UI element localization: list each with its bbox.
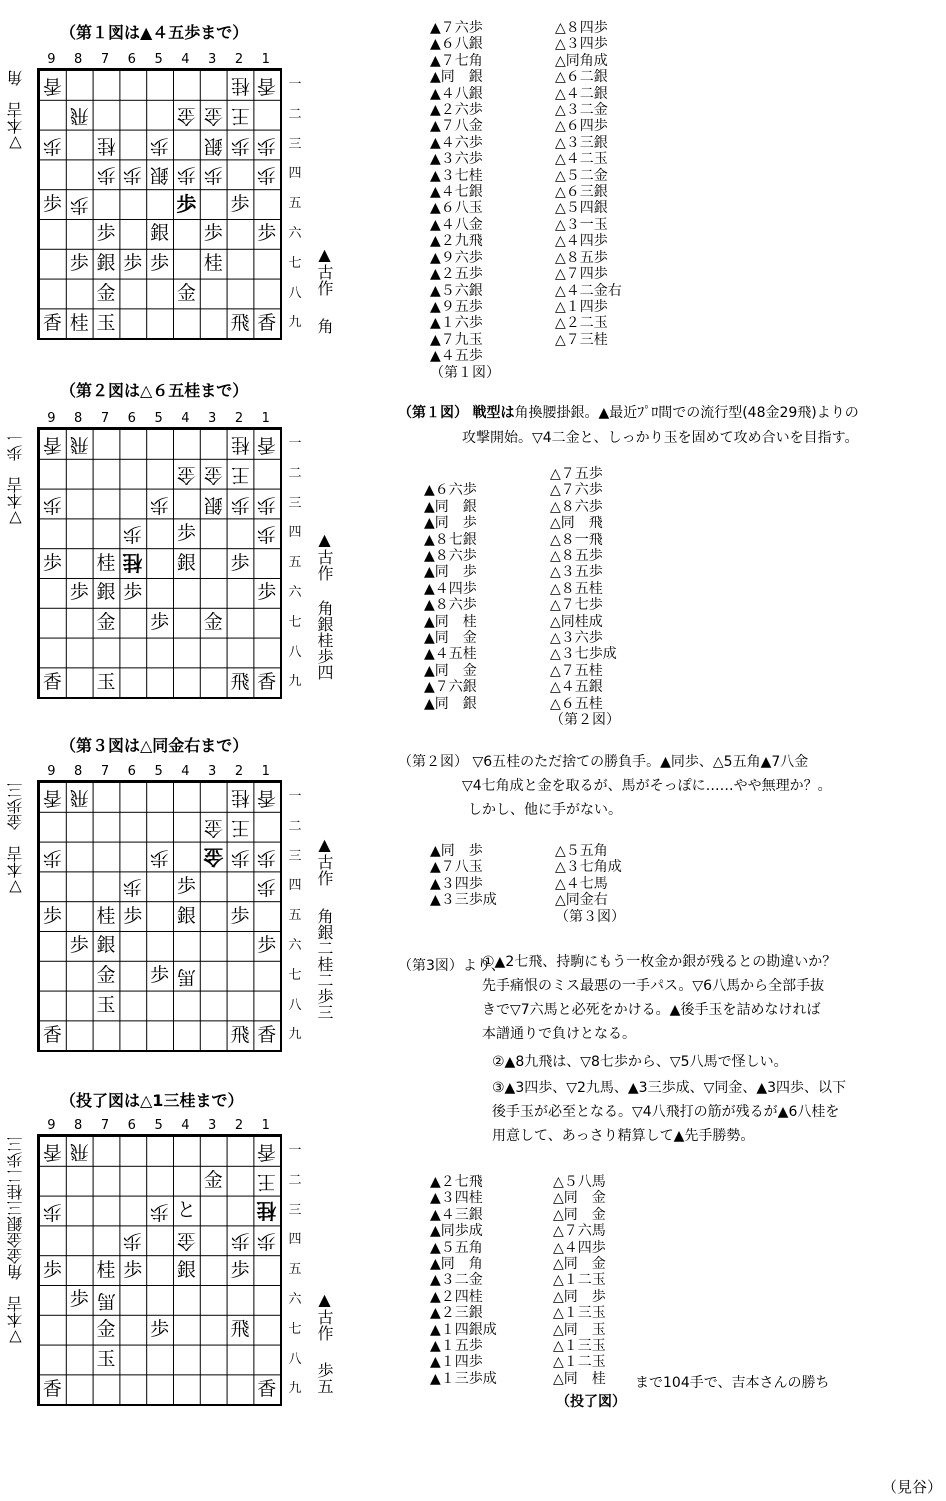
column-number: 7: [100, 764, 110, 779]
row-number: 七: [288, 967, 302, 983]
shogi-piece: 金: [96, 964, 116, 987]
shogi-piece: 桂: [230, 74, 250, 97]
shogi-piece: 金: [203, 104, 223, 127]
row-number: 四: [288, 878, 302, 894]
shogi-piece: 銀: [203, 134, 223, 156]
moves-1-gote: △８四歩 △３四歩 △同角成 △６二銀 △４二銀 △３二金 △６四歩 △３三銀 △４二玉 △５二金 △６三銀 △５四銀 △３一玉 △４四歩 △８五歩 △７四歩 △４二金右 △１四歩 △２二玉 △７三桂: [555, 20, 622, 348]
shogi-piece: 銀: [176, 904, 196, 927]
row-number: 二: [288, 1172, 302, 1188]
column-number: 4: [181, 764, 190, 779]
diagram-1-sente-hand: 角: [315, 318, 334, 334]
shogi-piece: 歩: [123, 163, 143, 186]
row-number: 五: [288, 1262, 302, 1278]
moves-2-gote: △７五歩 △７六歩 △８六歩 △同 飛 △８一飛 △８五歩 △３五歩 △８五桂 △７七歩 △同桂成 △３六歩 △３七歩成 △７五桂 △４五銀 △６五桂 （第２図）: [550, 466, 620, 729]
note-2: [398, 750, 943, 822]
shogi-piece: 桂: [96, 904, 116, 927]
shogi-piece: 歩: [123, 904, 143, 927]
shogi-piece: 歩: [257, 222, 277, 245]
shogi-piece: 歩: [150, 611, 170, 634]
shogi-piece: 香: [42, 1023, 62, 1046]
shogi-piece: 金: [203, 611, 223, 634]
column-number: 8: [74, 411, 83, 426]
shogi-piece: 銀: [150, 222, 170, 245]
shogi-piece: 桂: [96, 551, 116, 574]
shogi-piece: 歩: [257, 581, 277, 604]
diagram-1-title: （第１図は▲４五歩まで）: [60, 23, 249, 42]
column-number: 7: [100, 52, 110, 67]
shogi-piece: 歩: [42, 846, 62, 868]
author-credit: （見谷）: [882, 1478, 943, 1496]
shogi-piece: 歩: [42, 192, 62, 215]
note-3-point-1: ①▲2七飛、持駒にもう一枚金か銀が残るとの勘違いか？ 先手痛恨のミス最悪の一手パス。▽6八馬から全部手抜 きで▽7六馬と必死をかける。▲後手玉を詰めなければ 本譜通りで負けとなる。: [482, 954, 837, 1042]
shogi-piece: 歩: [123, 875, 143, 898]
diagram-2-title: （第２図は△６五桂まで）: [60, 381, 249, 400]
shogi-piece: 桂: [69, 311, 89, 334]
shogi-piece: 歩: [150, 493, 170, 515]
row-number: 六: [288, 1292, 302, 1307]
note-1-label: （第１図）: [398, 405, 468, 421]
shogi-piece: 金: [96, 611, 116, 634]
shogi-piece: 香: [257, 786, 277, 809]
column-number: 4: [181, 52, 190, 67]
shogi-piece: 金: [96, 1318, 116, 1341]
column-number: 9: [47, 1118, 56, 1133]
shogi-piece: 歩: [203, 163, 223, 186]
final-diagram-sente-hand: 歩五: [315, 1362, 334, 1394]
column-number: 2: [234, 1118, 244, 1133]
column-number: 3: [208, 411, 217, 426]
shogi-piece: 香: [257, 1023, 277, 1046]
row-number: 三: [288, 495, 302, 511]
row-number: 六: [288, 226, 302, 241]
column-number: 2: [234, 764, 244, 779]
row-number: 一: [288, 77, 302, 92]
shogi-piece: 飛: [69, 433, 89, 456]
shogi-piece: 歩: [257, 846, 277, 868]
diagram-3-board: [37, 780, 282, 1052]
row-number: 二: [288, 465, 302, 481]
column-number: 8: [74, 764, 83, 779]
row-number: 二: [288, 106, 302, 122]
column-number: 5: [154, 1118, 163, 1133]
shogi-piece: 銀: [150, 163, 170, 186]
final-diagram-title: （投了図は△1三桂まで）: [60, 1091, 244, 1110]
shogi-piece: 金: [176, 104, 196, 127]
row-number: 三: [288, 1202, 302, 1218]
row-number: 三: [288, 136, 302, 152]
moves-1-sente: ▲７六歩 ▲６八銀 ▲７七角 ▲同 銀 ▲４八銀 ▲２六歩 ▲７八金 ▲４六歩 ▲３六歩 ▲３七桂 ▲４七銀 ▲６八玉 ▲４八金 ▲２九飛 ▲９六歩 ▲２五歩 ▲５六銀 ▲９五歩 ▲１六歩 ▲７九玉 ▲４五歩 （第１図）: [430, 20, 500, 381]
shogi-piece: 桂: [122, 551, 143, 576]
column-number: 8: [74, 52, 83, 67]
row-number: 九: [288, 315, 302, 331]
column-number: 4: [181, 1118, 190, 1133]
row-number: 九: [288, 1027, 302, 1043]
column-number: 1: [261, 52, 270, 67]
shogi-piece: 香: [42, 74, 62, 97]
shogi-piece: 玉: [96, 993, 116, 1016]
shogi-piece: 歩: [230, 134, 250, 156]
shogi-piece: 歩: [42, 1258, 62, 1281]
note-2-line-3: しかし、他に手がない。: [468, 802, 622, 818]
diagram-2-sente-name: ▲古作: [315, 530, 334, 581]
diagram-3-sente-hand: 角銀二桂二歩三: [315, 908, 334, 1020]
shogi-piece: 歩: [123, 252, 143, 275]
shogi-piece: 飛: [69, 104, 89, 127]
shogi-piece: 桂: [96, 134, 116, 156]
shogi-piece: 歩: [123, 1229, 143, 1252]
row-number: 一: [288, 1143, 302, 1158]
shogi-piece: 歩: [42, 134, 62, 156]
shogi-piece: 桂: [230, 433, 250, 456]
shogi-piece: 歩: [176, 521, 196, 544]
diagram-3-column-numbers: [38, 764, 281, 780]
shogi-piece: 飛: [230, 670, 250, 693]
shogi-piece: 歩: [230, 846, 250, 868]
row-number: 九: [288, 1381, 302, 1397]
diagram-1-gote-hand: ▽本吉 角: [6, 70, 25, 153]
column-number: 3: [208, 52, 217, 67]
moves-2-sente: ▲６六歩 ▲同 銀 ▲同 歩 ▲８七銀 ▲８六歩 ▲同 歩 ▲４四歩 ▲８六歩 ▲同 桂 ▲同 金 ▲４五桂 ▲同 金 ▲７六銀 ▲同 銀: [424, 482, 477, 712]
shogi-piece: 歩: [176, 163, 196, 186]
row-number: 二: [288, 818, 302, 834]
column-number: 3: [208, 1118, 217, 1133]
note-1: [398, 401, 943, 451]
diagram-3-sente-name: ▲古作: [315, 835, 334, 886]
final-diagram-label: （投了図）: [556, 1394, 626, 1410]
shogi-piece: 歩: [69, 193, 89, 216]
shogi-piece: 歩: [150, 134, 170, 156]
shogi-piece: 歩: [69, 1288, 89, 1311]
shogi-piece: 歩: [42, 904, 62, 927]
shogi-piece: 歩: [123, 1258, 143, 1281]
row-number: 四: [288, 525, 302, 541]
shogi-piece: 香: [42, 1140, 62, 1163]
shogi-piece: 歩: [150, 964, 170, 987]
shogi-piece: 銀: [96, 934, 116, 957]
shogi-piece: 香: [42, 670, 62, 693]
column-number: 5: [154, 52, 163, 67]
final-diagram-gote-hand: ▽本吉 角金金銀三桂二歩三: [6, 1136, 25, 1347]
row-number: 五: [288, 196, 302, 212]
shogi-piece: 王: [230, 816, 250, 839]
diagram-2-column-numbers: [38, 411, 281, 427]
diagram-1-board: [37, 68, 282, 340]
shogi-piece: 歩: [42, 551, 62, 574]
shogi-piece: 金: [176, 1229, 196, 1252]
shogi-piece: 歩: [230, 904, 250, 927]
row-number: 四: [288, 1232, 302, 1248]
shogi-piece: 歩: [257, 1229, 277, 1252]
shogi-piece: 香: [257, 1377, 277, 1400]
shogi-piece: 銀: [176, 551, 196, 574]
moves-4-sente: ▲２七飛 ▲３四桂 ▲４三銀 ▲同歩成 ▲５五角 ▲同 角 ▲３二金 ▲２四桂 ▲２三銀 ▲１四銀成 ▲１五歩 ▲１四歩 ▲１三歩成: [430, 1174, 497, 1387]
shogi-piece: 歩: [230, 1258, 250, 1281]
shogi-piece: 玉: [96, 1347, 116, 1370]
column-number: 6: [127, 52, 136, 67]
row-number: 八: [288, 644, 302, 660]
moves-4-gote: △５八馬 △同 金 △同 金 △７六馬 △４四歩 △同 金 △１二玉 △同 歩 △１三玉 △同 玉 △１三玉 △１二玉 △同 桂: [553, 1174, 606, 1387]
shogi-piece: 歩: [203, 222, 223, 245]
note-3-point-2: ②▲8九飛は、▽8七歩から、▽5八馬で怪しい。: [492, 1054, 788, 1070]
shogi-piece: 金: [203, 1169, 223, 1192]
shogi-piece: 馬: [176, 965, 196, 988]
column-number: 3: [208, 764, 217, 779]
shogi-piece: 金: [203, 816, 223, 839]
row-number: 一: [288, 789, 302, 804]
shogi-piece: 玉: [96, 311, 116, 334]
shogi-piece: 銀: [203, 493, 223, 515]
shogi-piece: 金: [203, 463, 223, 486]
row-number: 五: [288, 908, 302, 924]
shogi-piece: 桂: [203, 252, 223, 275]
column-number: 9: [47, 52, 56, 67]
shogi-piece: 歩: [96, 222, 116, 245]
moves-3-gote: △５五角 △３七角成 △４七馬 △同金右 （第３図）: [555, 843, 625, 925]
shogi-piece: 王: [230, 104, 250, 127]
shogi-piece: 歩: [176, 192, 197, 217]
shogi-piece: 金: [176, 281, 196, 304]
shogi-piece: 歩: [69, 252, 89, 275]
row-number: 四: [288, 166, 302, 182]
column-number: 2: [234, 411, 244, 426]
shogi-piece: 歩: [150, 252, 170, 275]
column-number: 5: [154, 411, 163, 426]
row-number: 五: [288, 555, 302, 571]
shogi-piece: 歩: [257, 522, 277, 545]
column-number: 8: [74, 1118, 83, 1133]
column-number: 1: [261, 411, 270, 426]
shogi-piece: 歩: [150, 1200, 170, 1222]
shogi-piece: 銀: [96, 581, 116, 604]
note-2-line-1: ▽6五桂のただ捨ての勝負手。▲同歩、△5五角▲7八金: [472, 754, 809, 770]
shogi-piece: 銀: [176, 1258, 196, 1281]
shogi-piece: 歩: [150, 846, 170, 868]
diagram-2-sente-hand: 角銀桂歩四: [315, 600, 334, 680]
shogi-piece: 歩: [69, 581, 89, 604]
shogi-piece: 飛: [69, 786, 89, 809]
final-diagram-sente-name: ▲古作: [315, 1290, 334, 1341]
shogi-piece: 歩: [230, 1229, 250, 1252]
shogi-piece: 飛: [230, 311, 250, 334]
shogi-piece: 歩: [69, 934, 89, 957]
row-number: 九: [288, 674, 302, 690]
note-1-line-1: 角換腰掛銀。▲最近ﾌﾟﾛ間での流行型(48金29飛)よりの: [514, 405, 859, 421]
shogi-piece: 歩: [257, 934, 277, 957]
row-number: 七: [288, 614, 302, 630]
row-number: 八: [288, 1351, 302, 1367]
shogi-piece: 香: [257, 433, 277, 456]
shogi-piece: 歩: [176, 874, 196, 897]
row-number: 八: [288, 997, 302, 1013]
column-number: 2: [234, 52, 244, 67]
shogi-piece: 金: [96, 281, 116, 304]
shogi-piece: 飛: [230, 1318, 250, 1341]
column-number: 6: [127, 1118, 136, 1133]
shogi-piece: 飛: [69, 1140, 89, 1163]
shogi-piece: 歩: [150, 1318, 170, 1341]
column-number: 9: [47, 764, 56, 779]
diagram-1-sente-name: ▲古作: [315, 245, 334, 296]
note-1-line-2: 攻撃開始。▽4二金と、しっかり玉を固めて攻め合いを目指す。: [462, 430, 859, 446]
column-number: 7: [100, 411, 110, 426]
row-number: 六: [288, 585, 302, 600]
column-number: 7: [100, 1118, 110, 1133]
shogi-piece: 馬: [96, 1289, 116, 1312]
final-diagram-board: [37, 1134, 282, 1406]
column-number: 6: [127, 764, 136, 779]
shogi-piece: 桂: [256, 1198, 277, 1223]
diagram-2-gote-hand: ▽本吉 歩一: [6, 429, 25, 528]
shogi-piece: 香: [42, 786, 62, 809]
row-number: 三: [288, 848, 302, 864]
row-number: 六: [288, 938, 302, 953]
shogi-piece: 飛: [230, 1023, 250, 1046]
note-2-label: （第２図）: [398, 754, 468, 770]
shogi-piece: 香: [42, 433, 62, 456]
shogi-piece: 玉: [96, 670, 116, 693]
row-number: 八: [288, 285, 302, 301]
column-number: 1: [261, 1118, 270, 1133]
shogi-piece: 歩: [96, 163, 116, 186]
column-number: 5: [154, 764, 163, 779]
shogi-piece: 歩: [230, 192, 250, 215]
game-result: まで104手で、吉本さんの勝ち: [635, 1375, 830, 1391]
shogi-piece: 桂: [96, 1258, 116, 1281]
shogi-piece: 歩: [257, 875, 277, 898]
shogi-piece: 歩: [257, 163, 277, 186]
shogi-piece: 歩: [42, 493, 62, 515]
note-3-lead: （第3図）より、: [398, 958, 505, 974]
column-number: 1: [261, 764, 270, 779]
column-number: 6: [127, 411, 136, 426]
row-number: 七: [288, 255, 302, 271]
shogi-piece: 歩: [123, 522, 143, 545]
moves-3-sente: ▲同 歩 ▲７八玉 ▲３四歩 ▲３三歩成: [430, 843, 497, 909]
row-number: 一: [288, 436, 302, 451]
note-1-head: 戦型は: [472, 405, 515, 421]
shogi-piece: 歩: [230, 493, 250, 515]
shogi-piece: 銀: [96, 252, 116, 275]
diagram-3-gote-hand: ▽本吉 金歩三: [6, 782, 25, 897]
shogi-piece: 香: [42, 1377, 62, 1400]
diagram-2-board: [37, 427, 282, 699]
diagram-3-title: （第３図は△同金右まで）: [60, 736, 249, 755]
shogi-piece: 香: [257, 670, 277, 693]
column-number: 9: [47, 411, 56, 426]
shogi-piece: 歩: [230, 551, 250, 574]
shogi-piece: 香: [257, 1140, 277, 1163]
shogi-piece: 桂: [230, 786, 250, 809]
shogi-piece: 歩: [123, 581, 143, 604]
shogi-piece: 歩: [42, 1200, 62, 1222]
shogi-piece: 香: [42, 311, 62, 334]
shogi-piece: 歩: [257, 493, 277, 515]
shogi-piece: 金: [203, 844, 224, 869]
row-number: 七: [288, 1321, 302, 1337]
shogi-piece: 王: [257, 1170, 277, 1193]
final-diagram-column-numbers: [38, 1118, 281, 1134]
shogi-piece: 王: [230, 463, 250, 486]
column-number: 4: [181, 411, 190, 426]
shogi-piece: と: [176, 1198, 196, 1221]
shogi-piece: 金: [176, 463, 196, 486]
note-2-line-2: ▽4七角成と金を取るが、馬がそっぽに……やや無理か？。: [462, 778, 832, 794]
shogi-piece: 香: [257, 74, 277, 97]
shogi-piece: 香: [257, 311, 277, 334]
shogi-piece: 歩: [257, 134, 277, 156]
note-3-point-3: ③▲3四歩、▽2九馬、▲3三歩成、▽同金、▲3四歩、以下 後手玉が必至となる。▽4八飛打の筋が残るが▲6八桂を 用意して、あっさり精算して▲先手勝勢。: [492, 1080, 847, 1144]
diagram-1-column-numbers: [38, 52, 281, 68]
